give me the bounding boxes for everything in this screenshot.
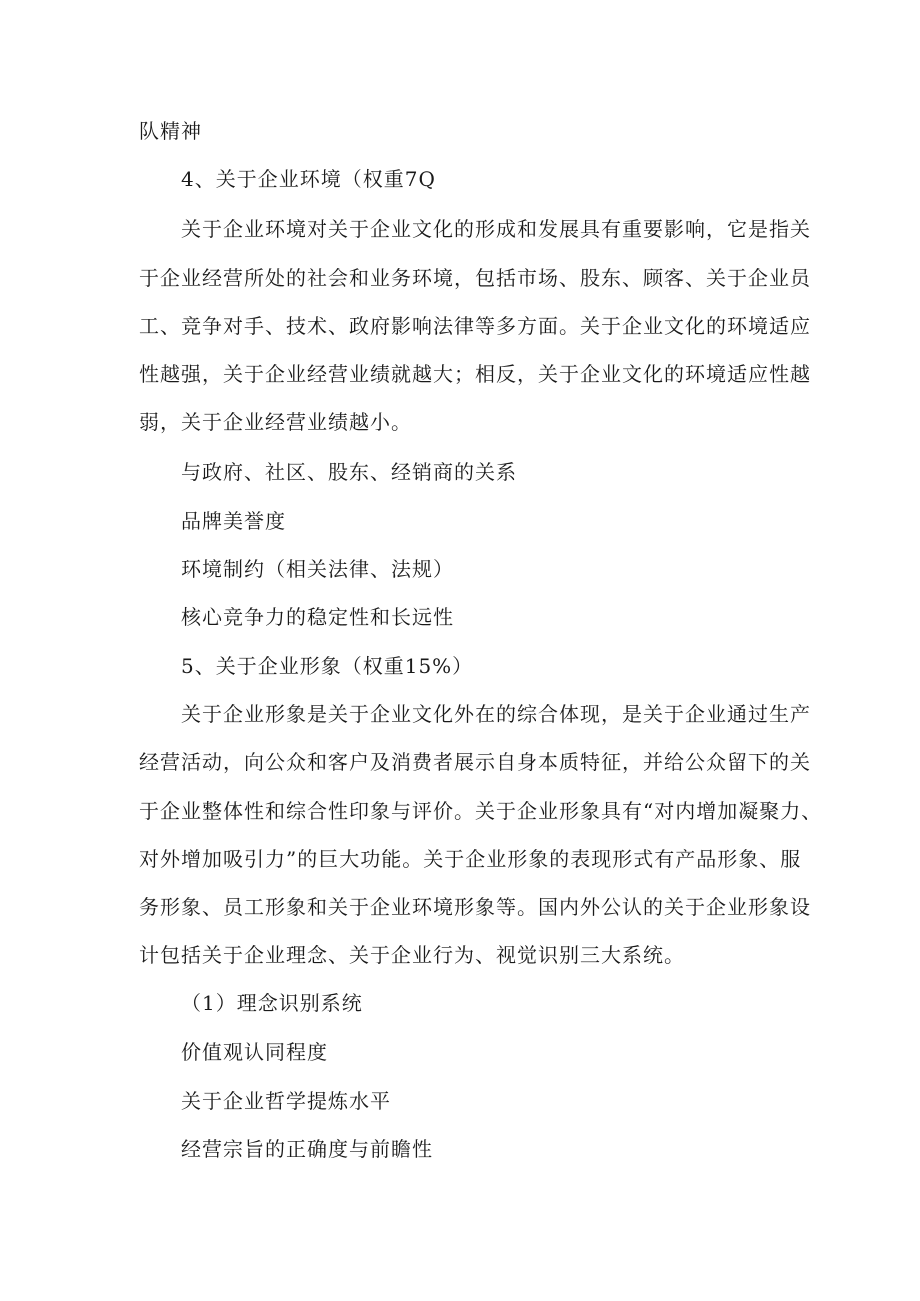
paragraph-line: 工、竞争对手、技术、政府影响法律等多方面。关于企业文化的环境适应 (139, 314, 811, 338)
paragraph-line: 关于企业环境对关于企业文化的形成和发展具有重要影响，它是指关 (181, 217, 811, 241)
list-item: 环境制约（相关法律、法规） (181, 557, 454, 581)
list-item: 核心竞争力的稳定性和长远性 (181, 605, 454, 629)
section-heading-environment: 4、关于企业环境（权重7Q (181, 167, 436, 191)
list-item: 价值观认同程度 (181, 1040, 328, 1064)
subsection-heading: （1）理念识别系统 (181, 991, 363, 1015)
list-item: 品牌美誉度 (181, 509, 286, 533)
paragraph-line: 性越强，关于企业经营业绩就越大；相反，关于企业文化的环境适应性越 (139, 362, 811, 386)
paragraph-line: 经营活动，向公众和客户及消费者展示自身本质特征，并给公众留下的关 (139, 750, 811, 774)
text-line: 队精神 (139, 119, 202, 143)
section-heading-image: 5、关于企业形象（权重15%） (181, 654, 474, 678)
paragraph-line: 务形象、员工形象和关于企业环境形象等。国内外公认的关于企业形象设 (139, 895, 811, 919)
paragraph-line: 关于企业形象是关于企业文化外在的综合体现，是关于企业通过生产 (181, 702, 811, 726)
paragraph-line: 弱，关于企业经营业绩越小。 (139, 410, 412, 434)
paragraph-line: 于企业整体性和综合性印象与评价。关于企业形象具有“对内增加凝聚力、 (139, 799, 823, 823)
paragraph-line: 对外增加吸引力”的巨大功能。关于企业形象的表现形式有产品形象、服 (139, 847, 802, 871)
list-item: 与政府、社区、股东、经销商的关系 (181, 460, 517, 484)
paragraph-line: 于企业经营所处的社会和业务环境，包括市场、股东、顾客、关于企业员 (139, 266, 811, 290)
paragraph-line: 计包括关于企业理念、关于企业行为、视觉识别三大系统。 (139, 943, 685, 967)
list-item: 关于企业哲学提炼水平 (181, 1089, 391, 1113)
list-item: 经营宗旨的正确度与前瞻性 (181, 1137, 433, 1161)
